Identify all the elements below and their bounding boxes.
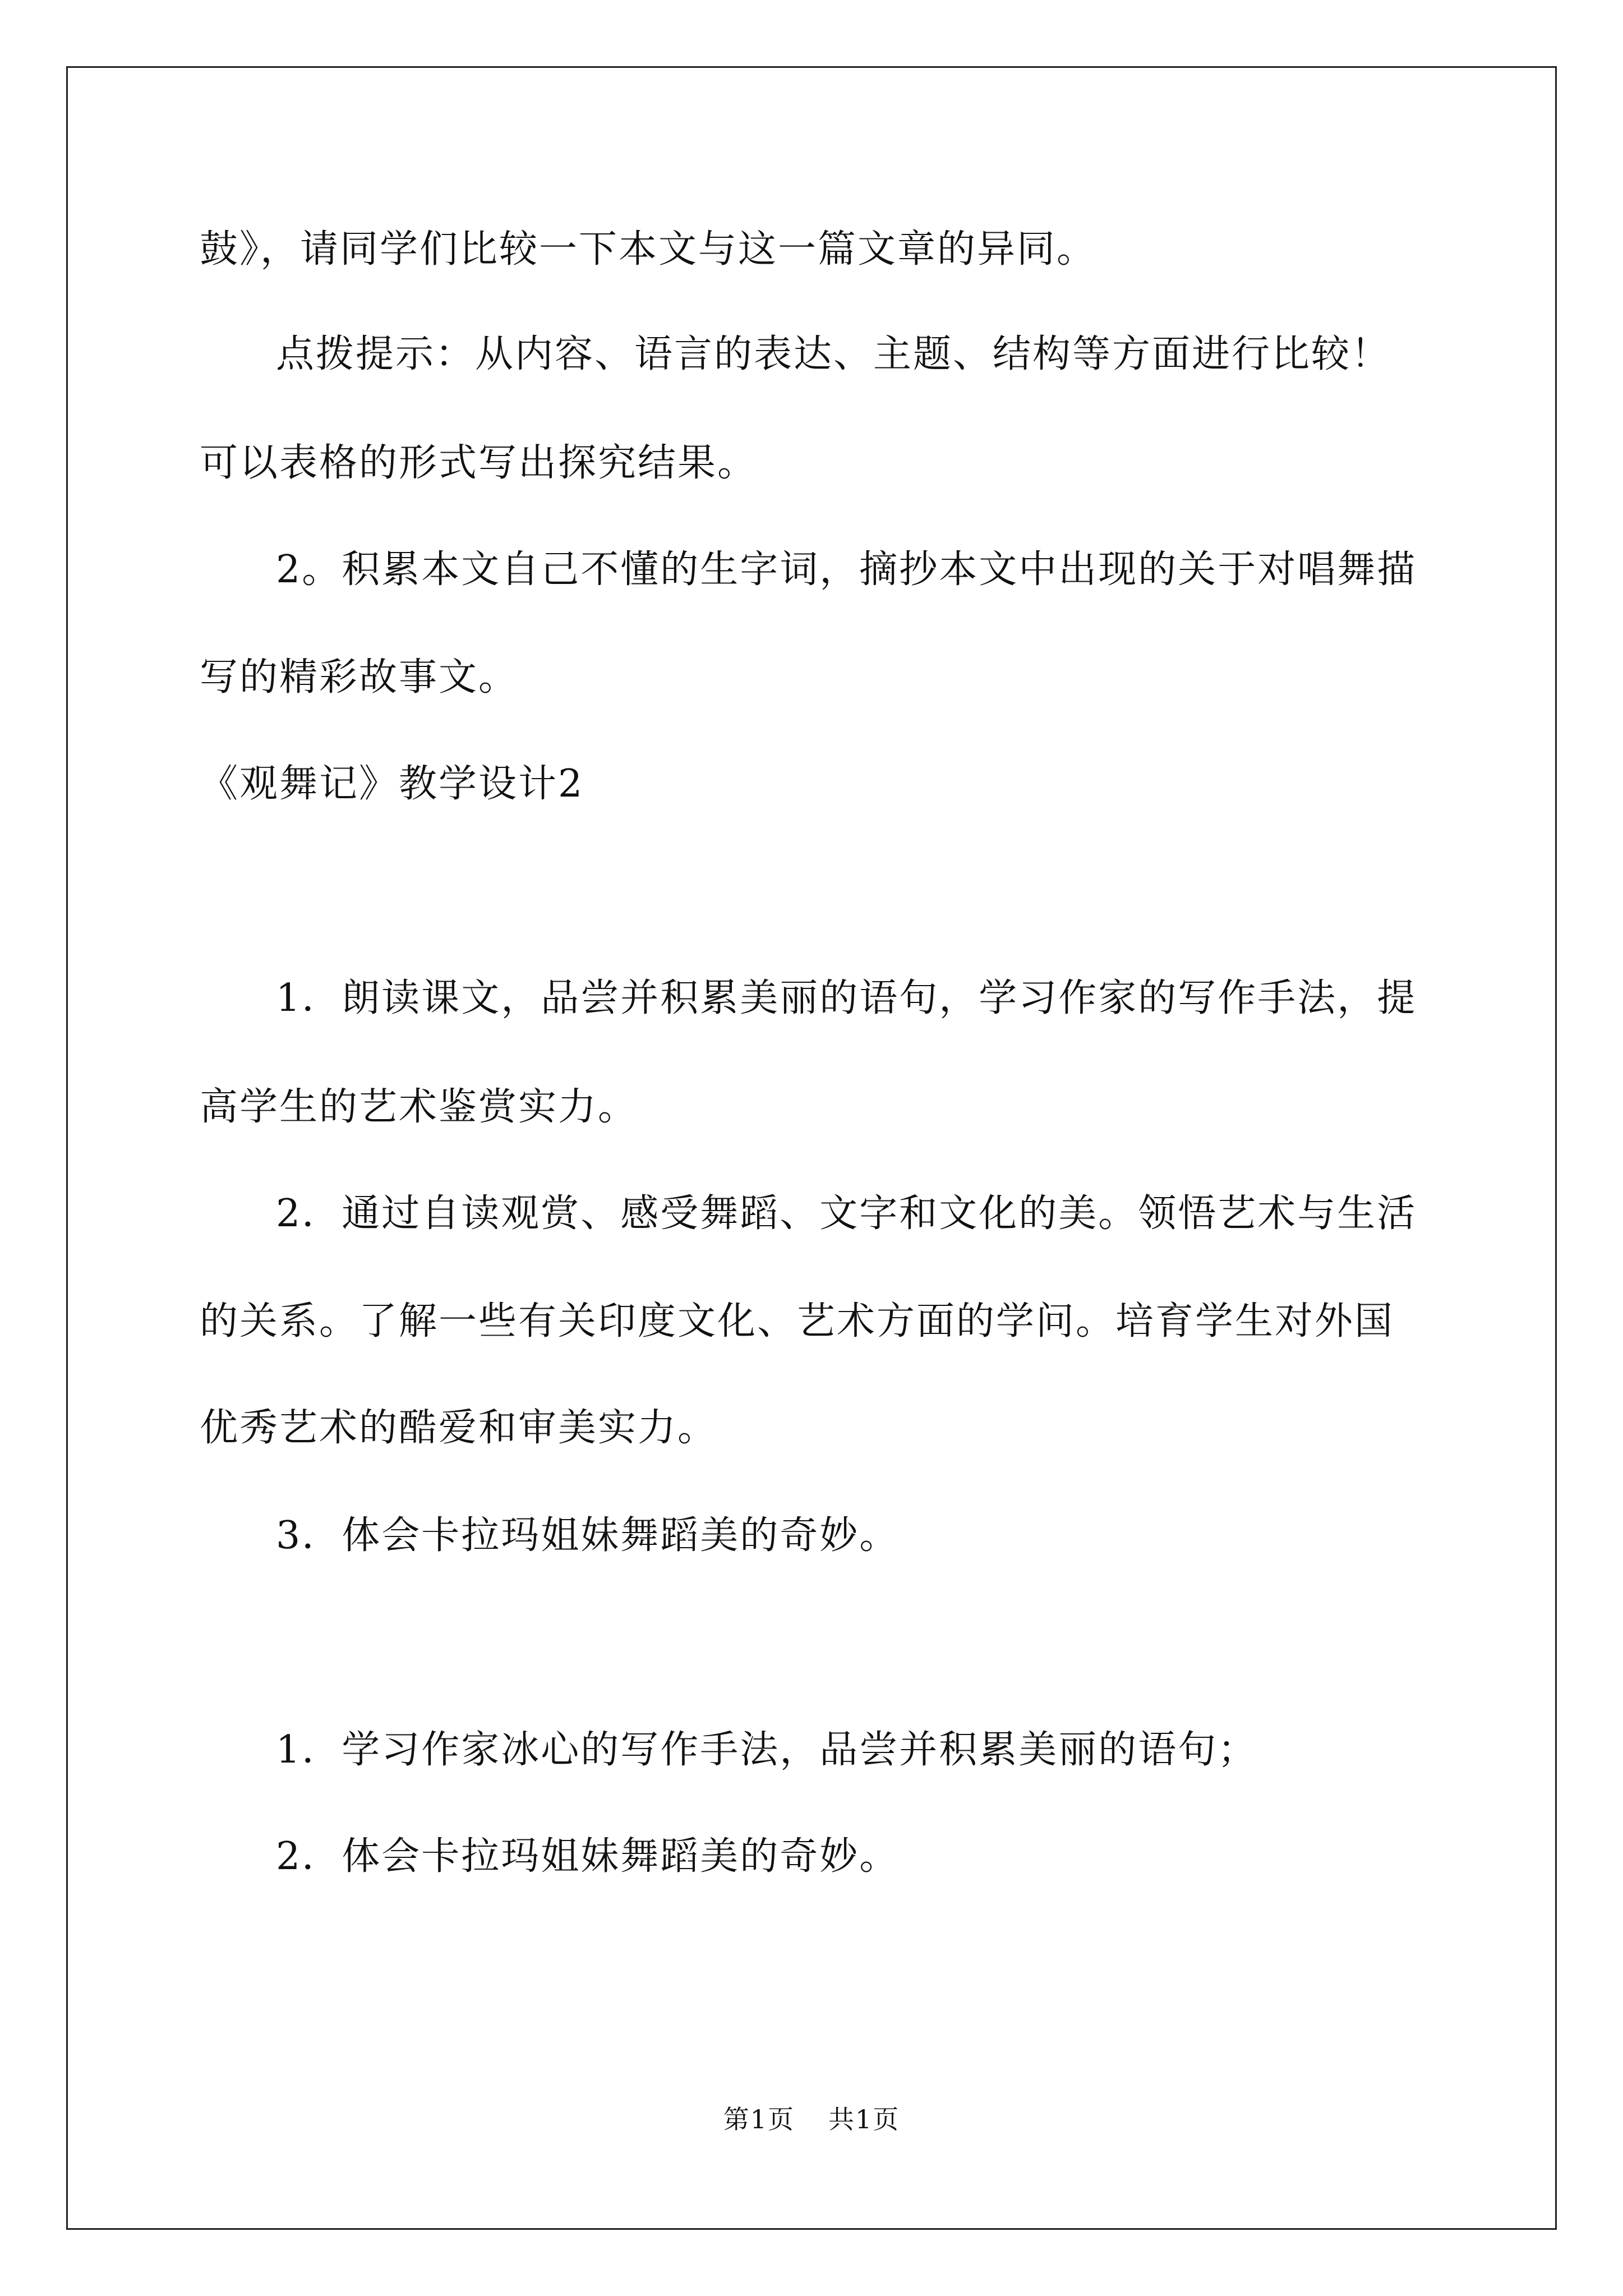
- page-footer: [0, 2104, 1623, 2135]
- text-line-13: 2．体会卡拉玛姐妹舞蹈美的奇妙。: [276, 1834, 900, 1879]
- text-line-11: 3．体会卡拉玛姐妹舞蹈美的奇妙。: [276, 1513, 900, 1558]
- text-line-2: 点拨提示：从内容、语言的表达、主题、结构等方面进行比较！: [276, 332, 1391, 376]
- text-line-3: 可以表格的形式写出探究结果。: [200, 441, 758, 485]
- text-line-8: 2．通过自读观赏、感受舞蹈、文字和文化的美。领悟艺术与生活: [276, 1191, 1417, 1236]
- page-total: 共1页: [828, 2104, 900, 2134]
- section-title: 《观舞记》教学设计2: [200, 762, 584, 806]
- text-line-12: 1．学习作家冰心的写作手法，品尝并积累美丽的语句；: [276, 1728, 1258, 1772]
- text-line-6: 1．朗读课文，品尝并积累美丽的语句，学习作家的写作手法，提: [276, 976, 1417, 1020]
- text-line-9: 的关系。了解一些有关印度文化、艺术方面的学问。培育学生对外国: [200, 1299, 1395, 1343]
- text-line-4: 2。积累本文自己不懂的生字词，摘抄本文中出现的关于对唱舞描: [276, 547, 1417, 592]
- text-line-10: 优秀艺术的酷爱和审美实力。: [200, 1406, 718, 1450]
- text-line-7: 高学生的艺术鉴赏实力。: [200, 1085, 638, 1129]
- page-number: 第1页: [723, 2104, 795, 2134]
- text-line-1: 鼓》，请同学们比较一下本文与这一篇文章的异同。: [200, 227, 1097, 272]
- page-border: [66, 66, 1557, 2230]
- text-line-5: 写的精彩故事文。: [200, 655, 519, 700]
